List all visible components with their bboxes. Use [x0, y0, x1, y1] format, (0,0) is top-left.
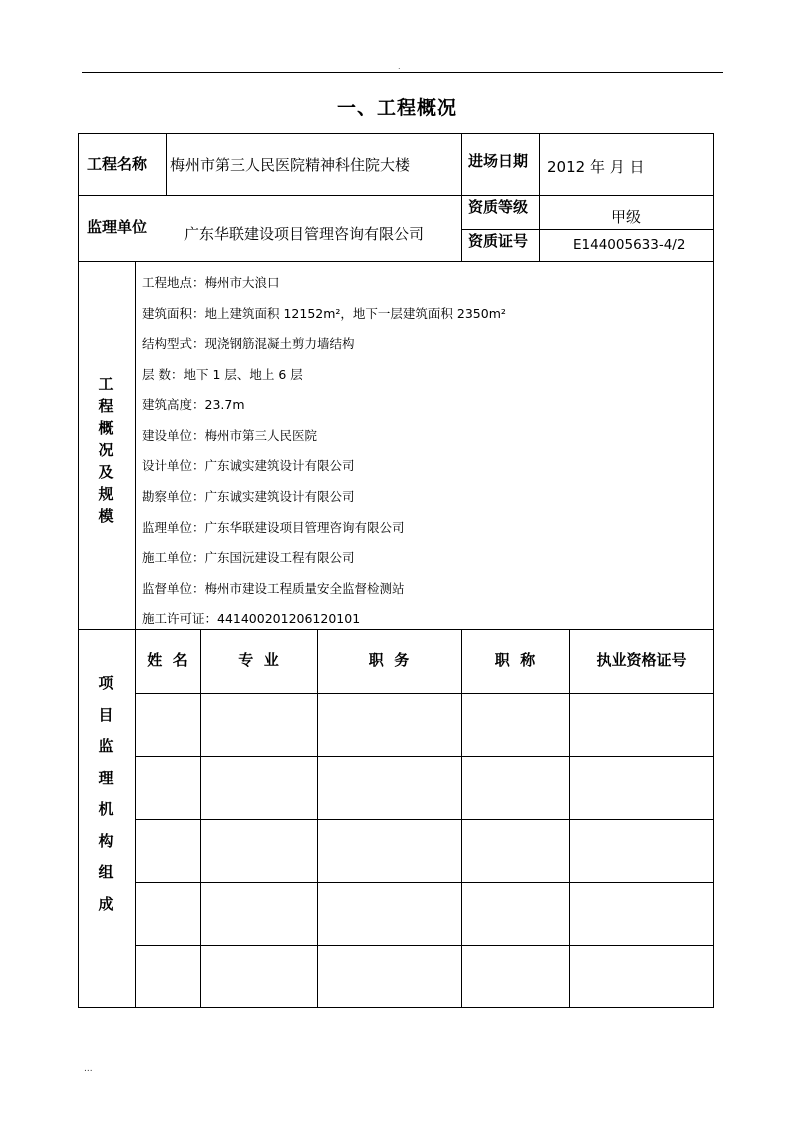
col-header-position: 职 务: [368, 651, 410, 669]
header-mark: .: [398, 62, 401, 71]
staff-side-char: 机: [98, 800, 114, 818]
col-header-cert-no: 执业资格证号: [596, 651, 687, 669]
overview-side-char: 规: [98, 485, 114, 503]
table-border-left: [78, 133, 79, 1008]
overview-line: 建设单位：梅州市第三人民医院: [142, 428, 318, 443]
overview-side-char: 概: [98, 419, 114, 437]
supervisor-value: 广东华联建设项目管理咨询有限公司: [184, 225, 425, 243]
col-divider: [166, 133, 167, 196]
row-divider: [135, 882, 714, 883]
staff-side-char: 监: [98, 737, 114, 755]
overview-table: [78, 133, 714, 1008]
overview-side-char: 及: [98, 463, 114, 481]
overview-side-char: 工: [98, 375, 114, 393]
row-divider: [78, 195, 714, 196]
project-name-label: 工程名称: [87, 155, 148, 173]
staff-side-char: 目: [98, 705, 114, 724]
overview-side-char: 程: [98, 397, 114, 415]
overview-line: 建筑面积：地上建筑面积 12152m²，地下一层建筑面积 2350m²: [142, 306, 506, 321]
qual-cert-value: E144005633-4/2: [573, 237, 686, 253]
overview-line: 建筑高度：23.7m: [142, 397, 245, 412]
row-divider: [78, 629, 714, 630]
project-name-value: 梅州市第三人民医院精神科住院大楼: [170, 156, 411, 174]
overview-line: 施工许可证：441400201206120101: [142, 611, 361, 626]
col-divider: [461, 133, 462, 262]
overview-line: 工程地点：梅州市大浪口: [142, 275, 280, 290]
qual-grade-value: 甲级: [611, 208, 642, 226]
row-divider: [78, 261, 714, 262]
overview-side-char: 况: [98, 441, 114, 459]
overview-line: 施工单位：广东国沅建设工程有限公司: [142, 550, 355, 565]
overview-line: 层 数：地下 1 层、地上 6 层: [142, 367, 303, 382]
header-rule: [82, 72, 723, 73]
row-divider: [135, 819, 714, 820]
overview-line: 监理单位：广东华联建设项目管理咨询有限公司: [142, 520, 405, 535]
row-divider: [135, 945, 714, 946]
overview-line: 设计单位：广东诚实建筑设计有限公司: [142, 458, 355, 473]
qual-grade-label: 资质等级: [468, 198, 529, 216]
overview-line: 监督单位：梅州市建设工程质量安全监督检测站: [142, 581, 405, 596]
overview-side-char: 模: [98, 507, 114, 525]
entry-date-value: 2012 年 月 日: [547, 158, 645, 176]
overview-line: 结构型式：现浇钢筋混凝土剪力墙结构: [142, 336, 355, 351]
staff-side-char: 理: [98, 768, 114, 787]
table-border-right: [713, 133, 714, 1008]
staff-side-char: 成: [98, 894, 114, 913]
supervisor-label: 监理单位: [87, 218, 148, 236]
col-header-name: 姓 名: [147, 651, 188, 669]
col-divider: [135, 261, 136, 1008]
table-border-bottom: [78, 1007, 714, 1008]
staff-side-char: 项: [98, 674, 114, 692]
col-divider: [539, 133, 540, 262]
staff-side-char: 组: [98, 863, 114, 881]
table-border-top: [78, 133, 714, 134]
staff-side-char: 构: [98, 831, 114, 850]
page-title: 一、工程概况: [336, 97, 457, 119]
entry-date-label: 进场日期: [468, 152, 529, 170]
row-divider: [135, 756, 714, 757]
overview-line: 勘察单位：广东诚实建筑设计有限公司: [142, 489, 355, 504]
overview-side-label: [96, 373, 116, 527]
row-divider: [135, 693, 714, 694]
col-header-title: 职 称: [494, 651, 536, 669]
footer-mark: ...: [84, 1064, 93, 1074]
col-header-specialty: 专 业: [238, 651, 279, 669]
qual-cert-label: 资质证号: [468, 232, 529, 250]
staff-side-label: [96, 668, 116, 920]
